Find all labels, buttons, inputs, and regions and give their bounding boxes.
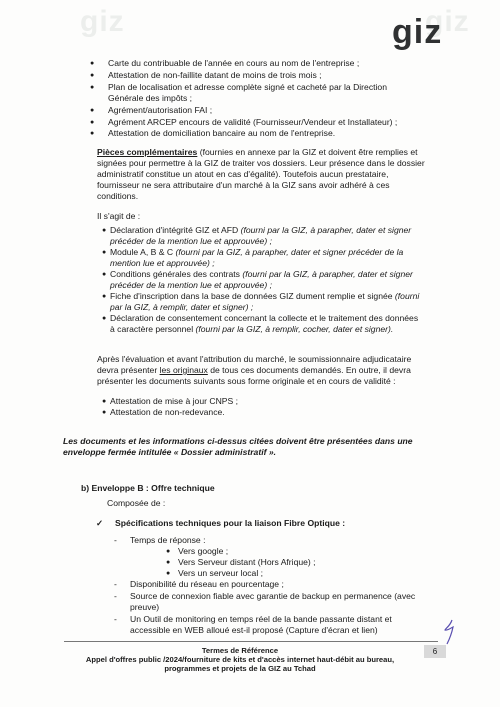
paragraph-line: fournisseur ne sera attributaire d'un marché à la GIZ sans avoir adhéré à ces	[97, 180, 390, 190]
bullet-dot: ●	[102, 249, 107, 256]
dash-marker: -	[114, 579, 117, 589]
list-item: Module A, B & C (fourni par la GIZ, à parapher, dater et signer précéder de la	[110, 247, 404, 257]
list-item: Conditions générales des contrats (fourni par la GIZ, à parapher, dater et signer	[110, 269, 413, 279]
subsection-heading: Spécifications techniques pour la liaison Fibre Optique :	[115, 518, 346, 528]
bullet-dot: ●	[102, 409, 107, 416]
bullet-dot: ●	[102, 227, 107, 234]
watermark-logo: giz	[80, 5, 125, 38]
paragraph-line: conditions.	[97, 191, 139, 201]
list-item: Générale des impôts ;	[108, 93, 193, 103]
footer-divider	[64, 641, 438, 642]
list-item-continuation: précéder de la mention lue et approuvée) ;	[110, 236, 272, 246]
bullet-dot: ●	[90, 119, 95, 126]
list-item: Déclaration de consentement concernant la collecte et le traitement des données	[110, 313, 419, 323]
bullet-dot: ●	[166, 548, 171, 555]
footer-text: programmes et projets de la GIZ au Tchad	[164, 664, 316, 673]
section-heading: Pièces complémentaires	[97, 147, 198, 157]
list-item: Vers Serveur distant (Hors Afrique) ;	[178, 557, 316, 567]
list-item: Attestation de mise à jour CNPS ;	[110, 396, 239, 406]
list-item: Disponibilité du réseau en pourcentage ;	[130, 579, 284, 589]
list-item: Vers google ;	[178, 546, 229, 556]
bullet-dot: ●	[166, 570, 171, 577]
dash-marker: -	[114, 591, 117, 601]
list-item: Temps de réponse :	[130, 535, 206, 545]
page-number: 6	[424, 645, 446, 658]
paragraph-line: Après l'évaluation et avant l'attribution du marché, le soumissionnaire adjudicataire	[97, 354, 412, 364]
footer-text: Appel d'offres public /2024/fourniture de kits et d'accès internet haut-débit au bureau,	[85, 655, 395, 664]
paragraph-line: Pièces complémentaires (fournies en annexe par la GIZ et doivent être remplies et	[97, 147, 418, 157]
bullet-dot: ●	[166, 559, 171, 566]
list-item: Agrément ARCEP encours de validité (Fournisseur/Vendeur et Installateur) ;	[108, 117, 398, 127]
bullet-dot: ●	[90, 72, 95, 79]
section-heading: b) Enveloppe B : Offre technique	[81, 483, 215, 493]
bullet-dot: ●	[102, 315, 107, 322]
list-item-continuation: par la GIZ, à remplir, dater et signer) ;	[110, 302, 254, 312]
bullet-dot: ●	[102, 271, 107, 278]
list-item: Carte du contribuable de l'année en cours au nom de l'entreprise ;	[108, 58, 360, 68]
list-item-continuation: accessible en WEB alloué est-il proposé (Capture d'écran et lien)	[130, 625, 378, 635]
list-item: Fiche d'inscription dans la base de données GIZ dument remplie et signée (fourni	[110, 291, 420, 301]
paragraph-line: administratif constitue un atout en cas d'égalité). Toutefois aucun prestataire,	[97, 169, 389, 179]
list-item: Attestation de non-faillite datant de moins de trois mois ;	[108, 70, 322, 80]
notice-text: enveloppe fermée intitulée « Dossier administratif ».	[63, 447, 277, 457]
paragraph-line: présenter les documents suivants sous forme originale et en cours de validité :	[97, 376, 396, 386]
watermark-logo: giz	[425, 5, 470, 38]
bullet-dot: ●	[90, 130, 95, 137]
notice-text: Les documents et les informations ci-dessus citées doivent être présentées dans une	[63, 436, 413, 446]
list-item-continuation: à caractère personnel (fourni par la GIZ, à remplir, cocher, dater et signer).	[110, 324, 394, 334]
list-item: Attestation de non-redevance.	[110, 407, 225, 417]
list-item: Source de connexion fiable avec garantie de backup en permanence (avec	[130, 591, 416, 601]
list-item-continuation: précéder de la mention lue et approuvée) ;	[110, 280, 272, 290]
paragraph-line: signées pour permettre à la GIZ de traiter vos dossiers. Leur présence dans le dossier	[97, 158, 425, 168]
dash-marker: -	[114, 614, 117, 624]
bullet-dot: ●	[90, 107, 95, 114]
dash-marker: -	[114, 535, 117, 545]
list-item-continuation: preuve)	[130, 602, 160, 612]
giz-logo: giz	[392, 13, 443, 51]
check-icon: ✓	[96, 518, 104, 528]
bullet-dot: ●	[90, 60, 95, 67]
list-item: Agrément/autorisation FAI ;	[108, 105, 213, 115]
paragraph-line: Composée de :	[107, 498, 166, 508]
list-item: Vers un serveur local ;	[178, 568, 264, 578]
paragraph-line: devra présenter les originaux de tous ces documents demandés. En outre, il devra	[97, 365, 411, 375]
list-item-continuation: mention lue et approuvée) ;	[110, 258, 215, 268]
list-item: Attestation de domiciliation bancaire au nom de l'entreprise.	[108, 128, 336, 138]
bullet-dot: ●	[90, 84, 95, 91]
list-item: Déclaration d'intégrité GIZ et AFD (fourni par la GIZ, à parapher, dater et signer	[110, 225, 412, 235]
bullet-dot: ●	[102, 398, 107, 405]
list-item: Un Outil de monitoring en temps réel de la bande passante distant et	[130, 614, 392, 624]
bullet-dot: ●	[102, 293, 107, 300]
handwritten-initial-mark	[442, 618, 456, 646]
list-item: Plan de localisation et adresse complète signé et cacheté par la Direction	[108, 82, 387, 92]
paragraph-line: Il s'agit de :	[97, 211, 141, 221]
footer-title: Termes de Référence	[201, 646, 279, 655]
